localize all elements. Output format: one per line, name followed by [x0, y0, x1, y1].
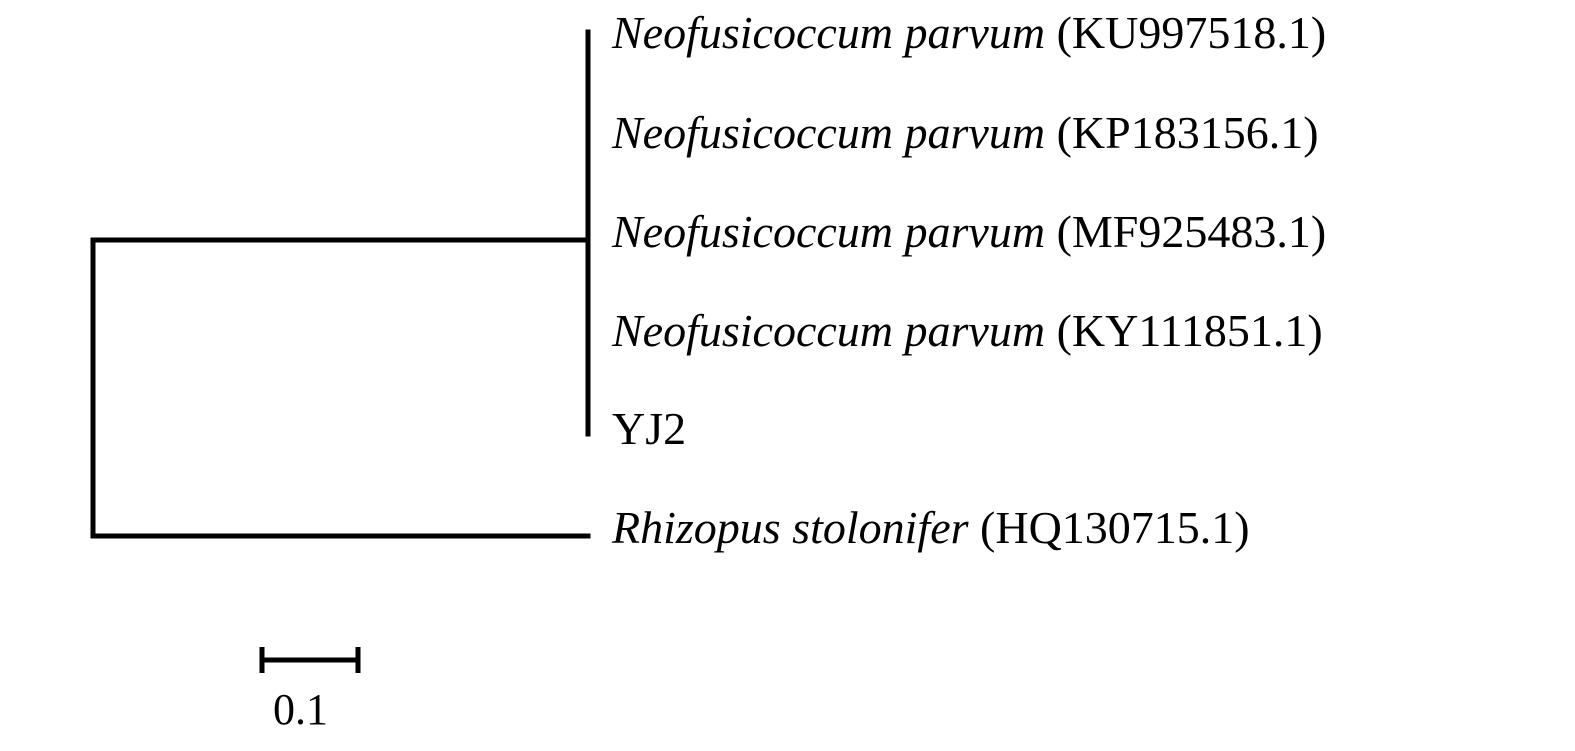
- taxon-species-1: Neofusicoccum parvum: [612, 7, 1046, 58]
- taxon-species-6: Rhizopus stolonifer: [612, 502, 969, 553]
- taxon-species-3: Neofusicoccum parvum: [612, 206, 1046, 257]
- taxon-accession-2: (KP183156.1): [1056, 107, 1319, 158]
- taxon-accession-1: (KU997518.1): [1056, 7, 1327, 58]
- taxon-species-4: Neofusicoccum parvum: [612, 305, 1046, 356]
- taxon-label-3: [612, 206, 1327, 257]
- taxon-label-6: [612, 502, 1250, 553]
- scale-bar-label: 0.1: [273, 685, 328, 734]
- taxon-label-5: [612, 403, 687, 454]
- taxon-accession-6: (HQ130715.1): [980, 502, 1250, 553]
- taxon-label-1: [612, 7, 1327, 58]
- taxon-accession-3: (MF925483.1): [1056, 206, 1327, 257]
- taxon-label-2: [612, 107, 1319, 158]
- taxon-species-5: YJ2: [612, 403, 687, 454]
- taxon-species-2: Neofusicoccum parvum: [612, 107, 1046, 158]
- taxon-accession-4: (KY111851.1): [1056, 305, 1323, 356]
- taxon-label-4: [612, 305, 1323, 356]
